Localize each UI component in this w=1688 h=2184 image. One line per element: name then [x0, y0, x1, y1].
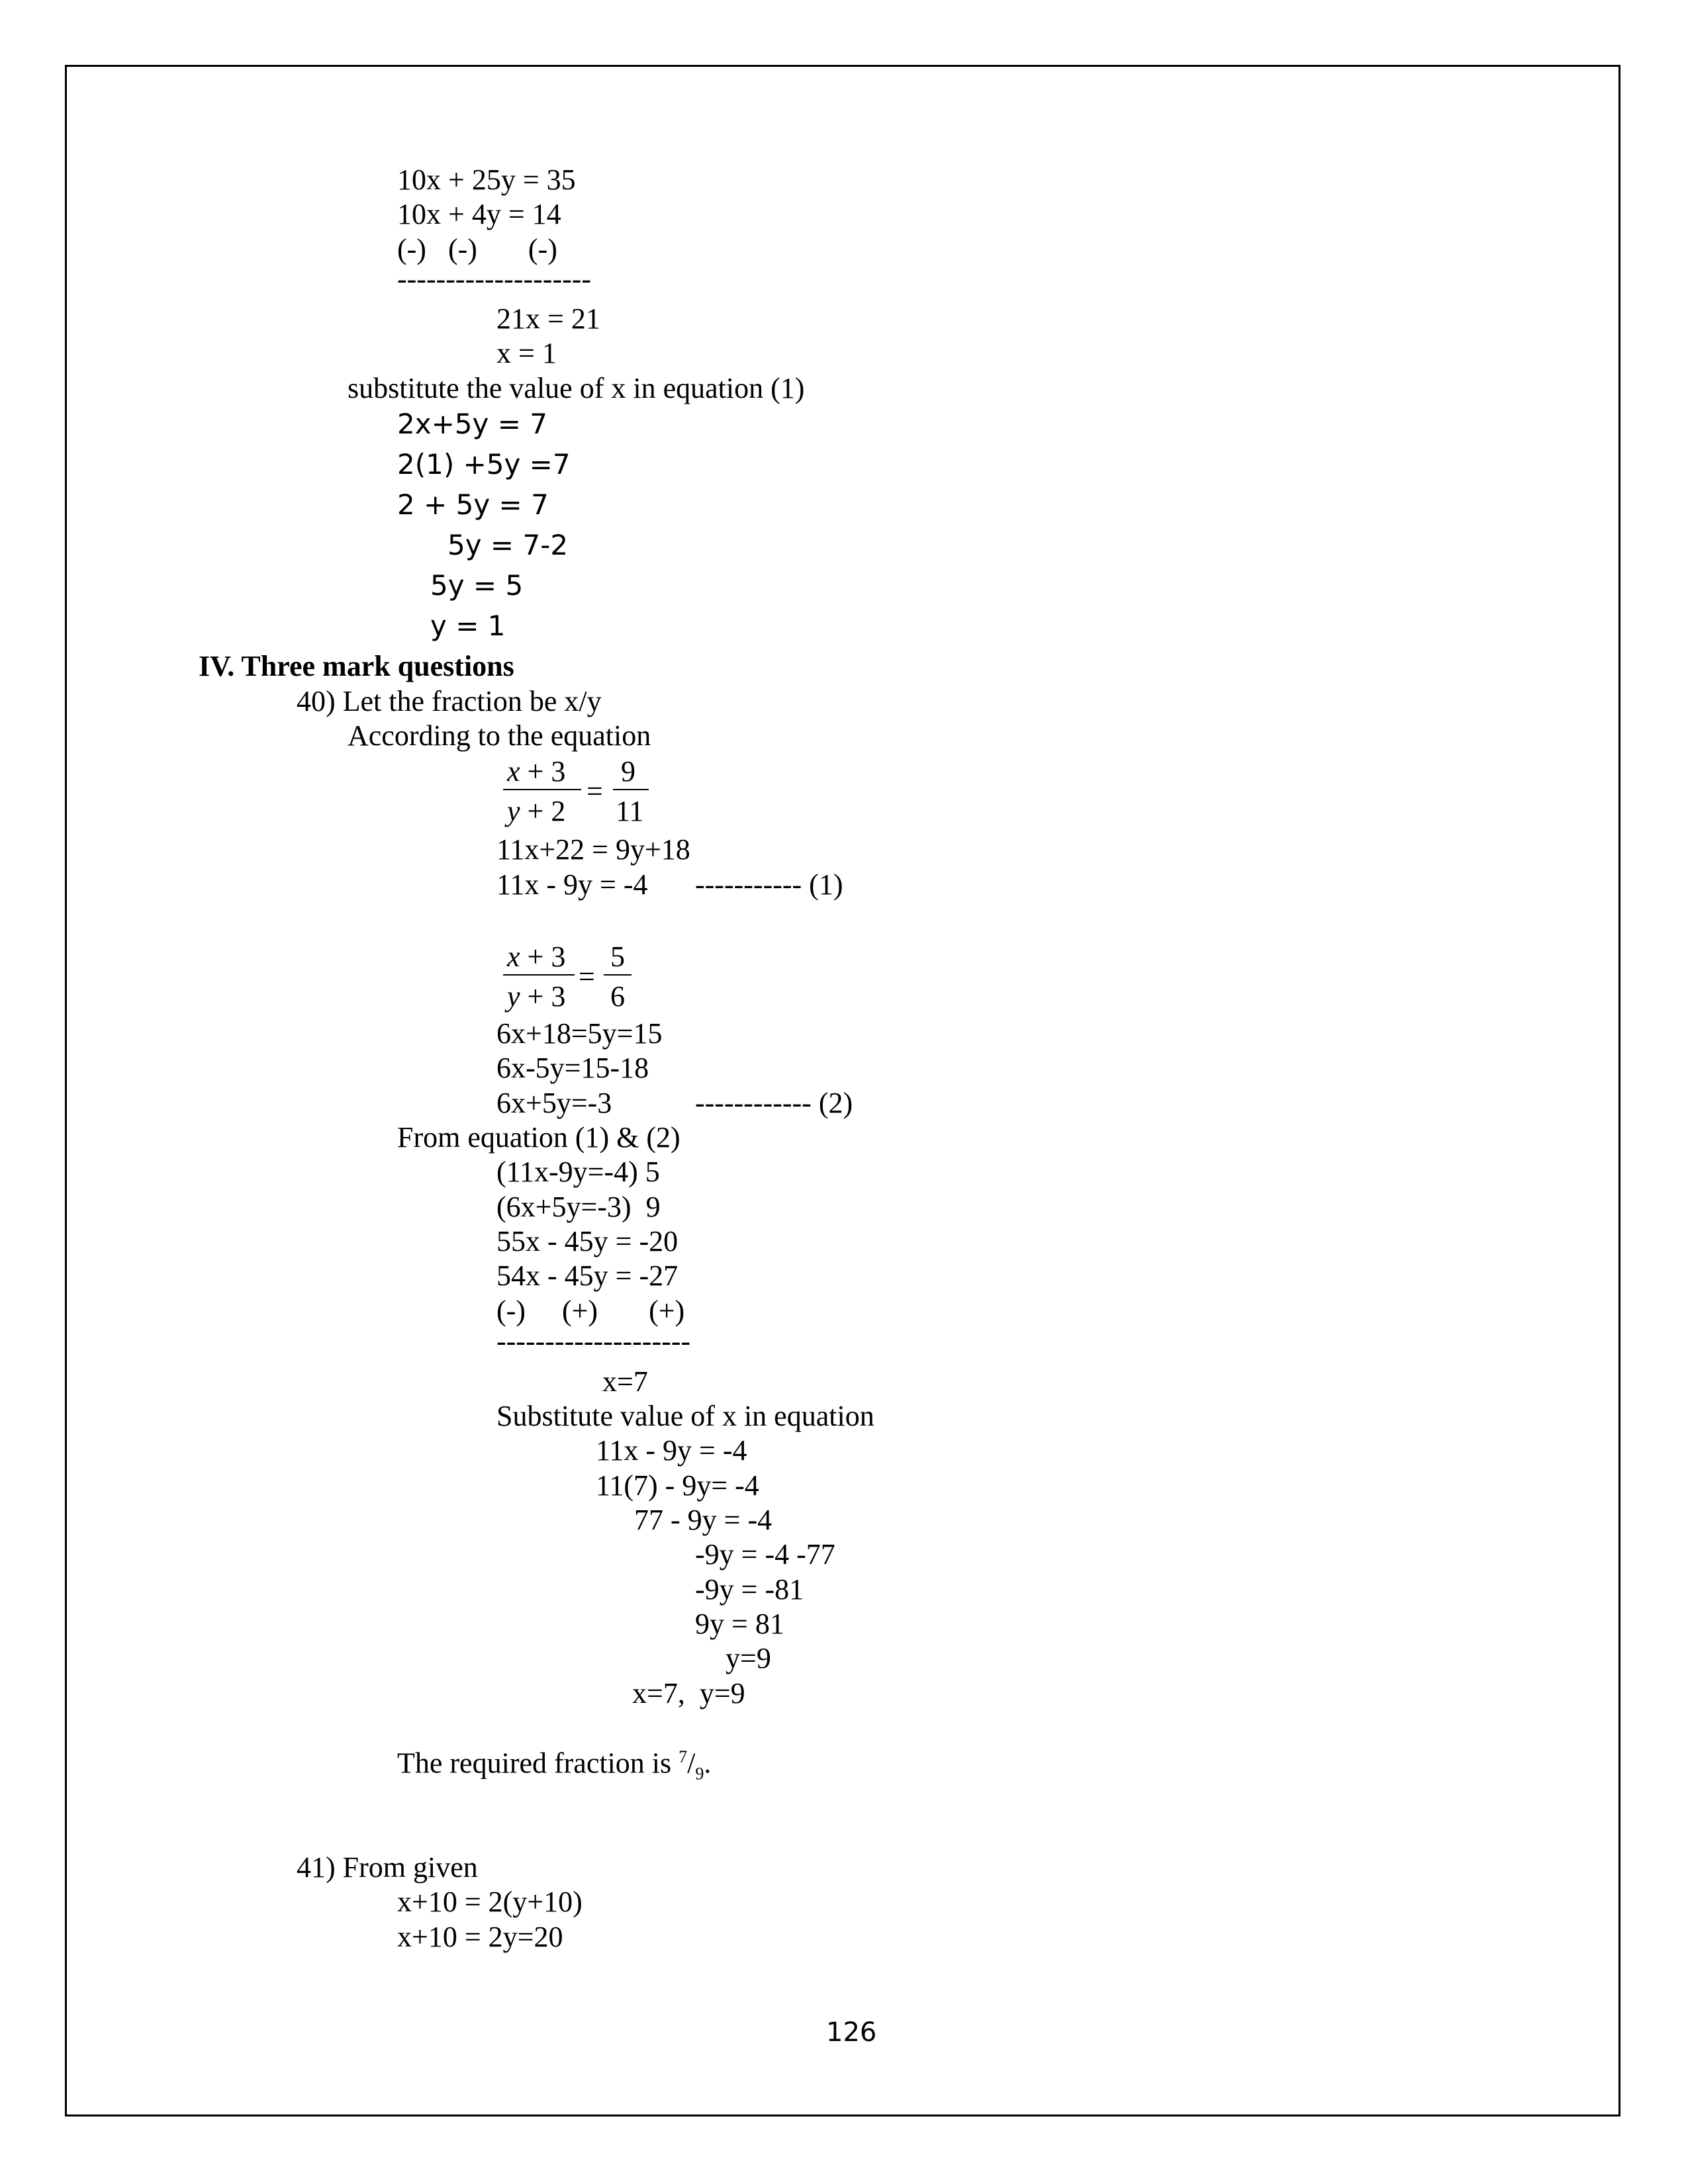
equation-line: (11x-9y=-4) 5 — [496, 1156, 660, 1188]
section-heading: IV. Three mark questions — [199, 650, 514, 682]
answer-text: The required fraction is — [397, 1747, 679, 1780]
equation-line: 5y = 5 — [430, 569, 524, 602]
answer-period: . — [704, 1747, 712, 1780]
equation-line: 6x-5y=15-18 — [496, 1052, 649, 1084]
equation-line: x+10 = 2(y+10) — [397, 1886, 583, 1918]
fraction-bar — [604, 974, 632, 976]
numerator: x + 3 — [507, 940, 566, 973]
instruction-text: From equation (1) & (2) — [397, 1121, 680, 1154]
equation-line: 54x - 45y = -27 — [496, 1259, 679, 1292]
equation-line: y=9 — [726, 1642, 771, 1674]
denominator: 6 — [610, 980, 625, 1013]
separator-line: -------------------- — [496, 1325, 691, 1357]
equals-sign: = — [586, 775, 603, 807]
denominator: y + 3 — [507, 980, 566, 1013]
equation-line: x+10 = 2y=20 — [397, 1921, 563, 1953]
equals-sign: = — [579, 960, 595, 993]
equation-line: -9y = -81 — [695, 1573, 804, 1606]
question-40-title: 40) Let the fraction be x/y — [297, 685, 602, 717]
equation-line: y = 1 — [430, 610, 506, 642]
equation-label: ------------ (2) — [695, 1087, 853, 1119]
instruction-text: substitute the value of x in equation (1) — [348, 372, 805, 404]
fraction-bar — [503, 789, 581, 790]
equation-label: ----------- (1) — [695, 868, 843, 901]
equation-line: 5y = 7-2 — [447, 529, 569, 561]
equation-line: -9y = -4 -77 — [695, 1538, 835, 1570]
sign-line: (-) (+) (+) — [496, 1295, 685, 1327]
equation-line: 10x + 4y = 14 — [397, 198, 561, 230]
fraction-equation-1 — [503, 754, 655, 827]
fraction-bar — [503, 974, 575, 976]
question-41-title: 41) From given — [297, 1851, 478, 1884]
numerator: 5 — [610, 940, 625, 973]
sign-line: (-) (-) (-) — [397, 233, 557, 265]
denominator: y + 2 — [507, 795, 566, 827]
equation-line: x = 1 — [496, 337, 557, 369]
equation-line: 2x+5y = 7 — [397, 408, 547, 440]
equation-line: 6x+5y=-3 — [496, 1087, 612, 1119]
equation-line: 2 + 5y = 7 — [397, 488, 549, 521]
equation-line: 11x - 9y = -4 — [596, 1434, 747, 1467]
rhs-fraction — [604, 940, 637, 1013]
answer-denominator: 9 — [695, 1764, 704, 1784]
answer-numerator: 7 — [679, 1747, 688, 1766]
lhs-fraction — [503, 754, 583, 827]
instruction-text: Substitute value of x in equation — [496, 1400, 874, 1432]
equation-line: x=7 — [602, 1365, 648, 1398]
equation-line: (6x+5y=-3) 9 — [496, 1191, 661, 1223]
instruction-text: According to the equation — [348, 719, 651, 752]
numerator: x + 3 — [507, 755, 566, 788]
equation-line: 10x + 25y = 35 — [397, 163, 576, 196]
fraction-bar — [613, 789, 649, 790]
equation-line: 11(7) - 9y= -4 — [596, 1469, 759, 1502]
denominator: 11 — [616, 795, 644, 827]
equation-line: 55x - 45y = -20 — [496, 1225, 679, 1257]
rhs-fraction — [613, 754, 653, 827]
equation-line: 11x+22 = 9y+18 — [496, 833, 690, 866]
solution-line: x=7, y=9 — [632, 1677, 745, 1709]
lhs-fraction — [503, 940, 576, 1013]
equation-line: 6x+18=5y=15 — [496, 1017, 663, 1050]
equation-line: 21x = 21 — [496, 302, 600, 335]
equation-line: 11x - 9y = -4 — [496, 868, 648, 901]
equation-line: 2(1) +5y =7 — [397, 448, 571, 480]
page-number: 126 — [826, 2017, 877, 2048]
numerator: 9 — [621, 755, 635, 788]
fraction-equation-2 — [503, 940, 655, 1013]
answer-line — [397, 1749, 711, 1782]
equation-line: 9y = 81 — [695, 1608, 784, 1640]
separator-line: -------------------- — [397, 263, 592, 295]
equation-line: 77 - 9y = -4 — [634, 1504, 773, 1536]
answer-slash: / — [687, 1747, 696, 1780]
